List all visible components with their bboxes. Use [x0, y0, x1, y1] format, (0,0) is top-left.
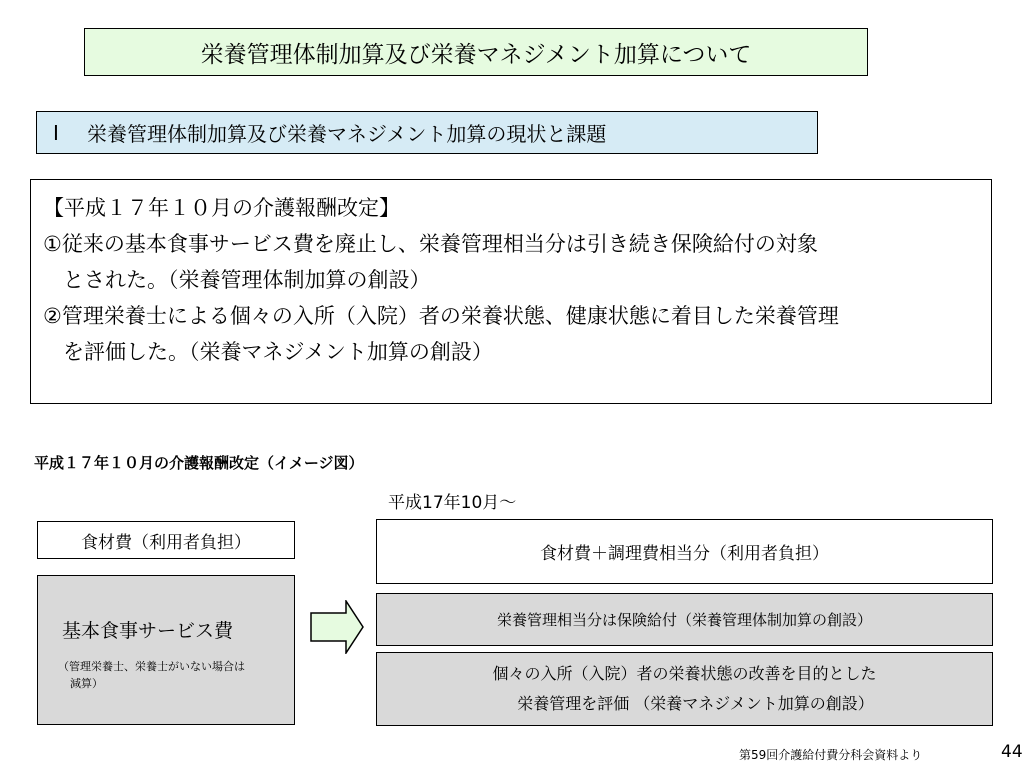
main-text-box — [30, 179, 992, 404]
basic-meal-service-label: 基本食事サービス費 — [62, 620, 234, 642]
basic-meal-service-note — [58, 658, 245, 692]
item1-line2: とされた。（栄養管理体制加算の創設） — [63, 268, 431, 292]
item2-line2: を評価した。（栄養マネジメント加算の創設） — [63, 340, 493, 364]
basic-meal-service-box — [37, 575, 295, 725]
left-food-cost-label: 食材費（利用者負担） — [81, 532, 251, 553]
item2-line1: ②管理栄養士による個々の入所（入院）者の栄養状態、健康状態に着目した栄養管理 — [43, 304, 839, 328]
page-title-text: 栄養管理体制加算及び栄養マネジメント加算について — [200, 41, 752, 68]
diagram-caption: 平成１７年１０月の介護報酬改定（イメージ図） — [34, 454, 364, 472]
section-header — [36, 111, 818, 154]
note-line1: （管理栄養士、栄養士がいない場合は — [58, 660, 245, 673]
item1-line1: ①従来の基本食事サービス費を廃止し、栄養管理相当分は引き続き保険給付の対象 — [43, 232, 818, 256]
nutrition-insurance-box — [376, 593, 993, 646]
right-food-cooking-cost-label: 食材費＋調理費相当分（利用者負担） — [540, 544, 829, 564]
main-heading: 【平成１７年１０月の介護報酬改定】 — [43, 196, 400, 220]
from-date-label: 平成17年10月～ — [388, 493, 517, 513]
section-label: 栄養管理体制加算及び栄養マネジメント加算の現状と課題 — [87, 122, 607, 146]
right-arrow-icon — [310, 600, 364, 654]
left-food-cost-box — [37, 521, 295, 559]
footer-source: 第59回介護給付費分科会資料より — [739, 748, 923, 762]
note-line2: 減算） — [70, 677, 103, 690]
right-food-cooking-cost-box — [376, 519, 993, 584]
page-title — [84, 28, 868, 76]
nutrition-management-line2: 栄養管理を評価 （栄養マネジメント加算の創設） — [517, 694, 874, 713]
page-number: 44 — [1001, 742, 1023, 762]
nutrition-insurance-label: 栄養管理相当分は保険給付（栄養管理体制加算の創設） — [496, 611, 872, 629]
section-number: Ⅰ — [53, 120, 59, 145]
nutrition-management-line1: 個々の入所（入院）者の栄養状態の改善を目的とした — [492, 664, 877, 683]
nutrition-management-box — [376, 652, 993, 726]
